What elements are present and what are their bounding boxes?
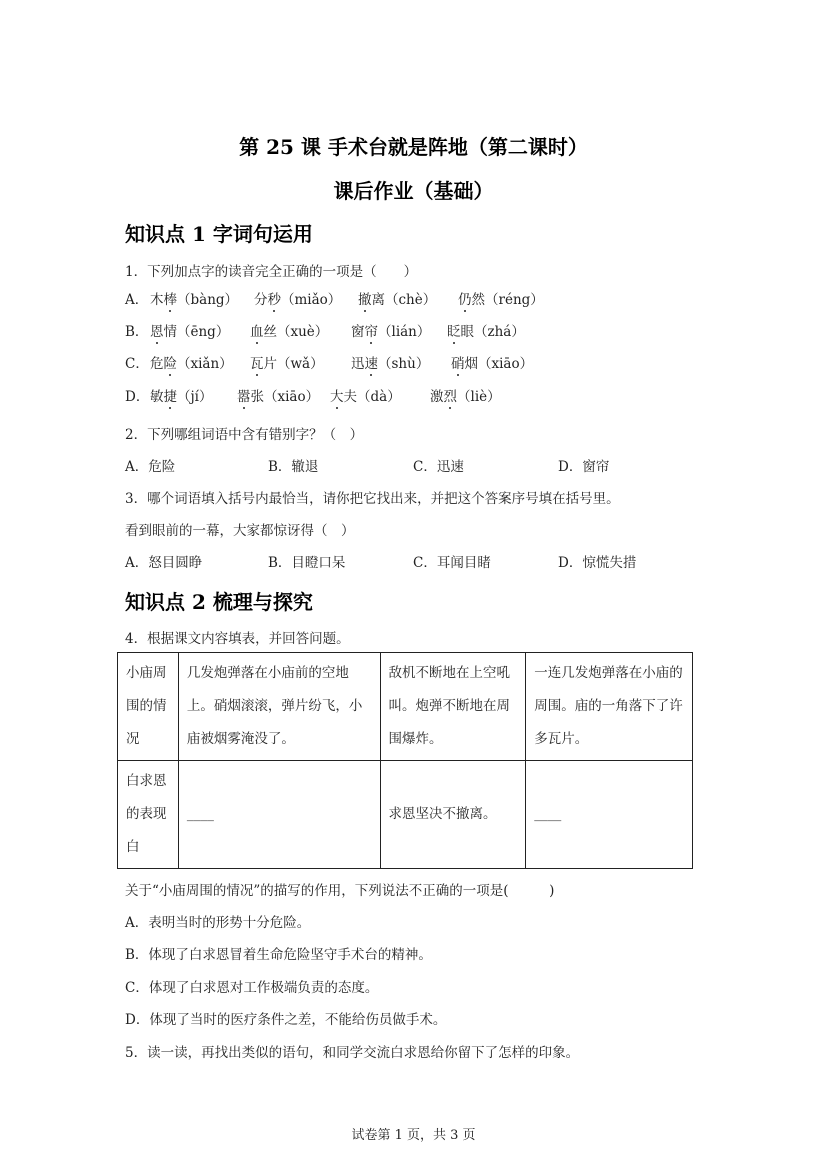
dotted-char: 烈 (444, 385, 458, 405)
section-heading-2: 知识点 2 梳理与探究 (125, 590, 313, 614)
question-4-question: 关于“小庙周围的情况”的描写的作用，下列说法不正确的一项是( ) (125, 883, 555, 899)
word-char: 分 (254, 292, 268, 308)
pinyin: （xiāo） (264, 389, 320, 405)
question-4-option-d[interactable]: D．体现了当时的医疗条件之差，不能给伤员做手术。 (125, 1012, 447, 1028)
question-2-option-a[interactable]: A．危险 (125, 459, 176, 475)
question-1-word (250, 352, 324, 372)
word-char: 眼 (460, 324, 474, 340)
question-1-word (237, 385, 319, 405)
word-char: 敏 (150, 389, 164, 405)
question-3-option-d[interactable]: D．惊慌失措 (558, 555, 637, 571)
question-1-word (430, 385, 501, 405)
dotted-char: 秒 (268, 288, 282, 308)
question-3-option-c[interactable]: C．耳闻目睹 (413, 555, 491, 571)
pinyin: （zhá） (474, 324, 525, 340)
question-2-stem: 2．下列哪组词语中含有错别字？（ ） (125, 427, 364, 443)
dotted-char: 血 (250, 320, 264, 340)
question-1-option-label[interactable]: D． (125, 389, 150, 405)
question-2-option-d[interactable]: D．窗帘 (558, 459, 610, 475)
page-subtitle: 课后作业（基础） (333, 179, 494, 203)
word-char: 烟 (464, 356, 478, 372)
question-1-word (447, 320, 525, 340)
dotted-char: 嚣 (237, 385, 251, 405)
word-char: 迅 (351, 356, 365, 372)
question-4-table (117, 652, 693, 869)
dotted-char: 速 (365, 352, 379, 372)
question-1-word (358, 288, 436, 308)
question-1-word (451, 352, 533, 372)
page-title: 第 25 课 手术台就是阵地（第二课时） (239, 135, 588, 159)
dotted-char: 眨 (447, 320, 461, 340)
question-1-word (150, 288, 238, 308)
dotted-char: 恩 (150, 320, 164, 340)
table-cell: 求恩坚决不撤离。 (380, 761, 526, 869)
question-1-word (351, 320, 430, 340)
question-1-stem: 1．下列加点字的读音完全正确的一项是（ ） (125, 264, 418, 280)
question-1-option-label[interactable]: B． (125, 324, 149, 340)
pinyin: （chè） (385, 292, 437, 308)
word-char: 离 (371, 292, 385, 308)
question-4-option-b[interactable]: B．体现了白求恩冒着生命危险坚守手术台的精神。 (125, 947, 432, 963)
pinyin: （xiǎn） (177, 356, 233, 372)
table-row (118, 761, 693, 869)
question-5-stem: 5．读一读，再找出类似的语句，和同学交流白求恩给你留下了怎样的印象。 (125, 1045, 580, 1061)
dotted-char: 棒 (164, 288, 178, 308)
word-char: 木 (150, 292, 164, 308)
word-char: 激 (430, 389, 444, 405)
question-3-option-a[interactable]: A．怒目圆睁 (125, 555, 203, 571)
dotted-char: 帘 (365, 320, 379, 340)
question-1-word (458, 288, 544, 308)
word-char: 片 (263, 356, 277, 372)
table-cell: 几发炮弹落在小庙前的空地上。硝烟滚滚，弹片纷飞，小庙被烟雾淹没了。 (178, 653, 380, 761)
table-row (118, 653, 693, 761)
table-row-header: 小庙周围的情况 (118, 653, 179, 761)
table-row-header: 白求恩的表现白 (118, 761, 179, 869)
question-4-stem: 4．根据课文内容填表，并回答问题。 (125, 631, 350, 647)
question-1-word (150, 352, 233, 372)
dotted-char: 撤 (358, 288, 372, 308)
pinyin: （bàng） (177, 292, 239, 308)
question-3-stem: 3．哪个词语填入括号内最恰当，请你把它找出来，并把这个答案序号填在括号里。 (125, 491, 620, 507)
pinyin: （wǎ） (277, 356, 324, 372)
section-heading-1: 知识点 1 字词句运用 (125, 222, 313, 246)
question-3-option-b[interactable]: B．目瞪口呆 (268, 555, 346, 571)
question-1-option-label[interactable]: C． (125, 356, 149, 372)
table-cell: 一连几发炮弹落在小庙的周围。庙的一角落下了许多瓦片。 (526, 653, 693, 761)
pinyin: （ēng） (177, 324, 230, 340)
question-1-word (150, 320, 229, 340)
dotted-char: 大 (330, 385, 344, 405)
answer-blank-2[interactable]: ____ (526, 761, 693, 869)
word-char: 窗 (351, 324, 365, 340)
pinyin: （xuè） (277, 324, 329, 340)
pinyin: （réng） (485, 292, 544, 308)
pinyin: （shù） (378, 356, 430, 372)
question-2-option-c[interactable]: C．迅速 (413, 459, 464, 475)
question-4-option-a[interactable]: A．表明当时的形势十分危险。 (125, 915, 311, 931)
question-4-option-c[interactable]: C．体现了白求恩对工作极端负责的态度。 (125, 980, 379, 996)
word-char: 丝 (263, 324, 277, 340)
answer-blank-1[interactable]: ____ (178, 761, 380, 869)
dotted-char: 硝 (451, 352, 465, 372)
question-1-option-label[interactable]: A． (125, 292, 149, 308)
question-1-word (150, 385, 213, 405)
question-1-word (250, 320, 328, 340)
word-char: 然 (471, 292, 485, 308)
question-3-sentence: 看到眼前的一幕，大家都惊讶得（ ） (125, 523, 355, 539)
dotted-char: 险 (164, 352, 178, 372)
pinyin: （dà） (357, 389, 401, 405)
pinyin: （liè） (457, 389, 501, 405)
word-char: 夫 (343, 389, 357, 405)
table-cell: 敌机不断地在上空吼叫。炮弹不断地在周围爆炸。 (380, 653, 526, 761)
pinyin: （jí） (177, 389, 213, 405)
dotted-char: 仍 (458, 288, 472, 308)
question-2-option-b[interactable]: B．辙退 (268, 459, 319, 475)
question-1-word (254, 288, 341, 308)
pinyin: （xiāo） (478, 356, 534, 372)
question-1-word (330, 385, 401, 405)
pinyin: （miǎo） (281, 292, 342, 308)
word-char: 情 (163, 324, 177, 340)
word-char: 危 (150, 356, 164, 372)
word-char: 张 (250, 389, 264, 405)
question-1-word (351, 352, 429, 372)
pinyin: （lián） (378, 324, 431, 340)
dotted-char: 捷 (164, 385, 178, 405)
dotted-char: 瓦 (250, 352, 264, 372)
page-footer: 试卷第 1 页，共 3 页 (351, 1128, 476, 1143)
